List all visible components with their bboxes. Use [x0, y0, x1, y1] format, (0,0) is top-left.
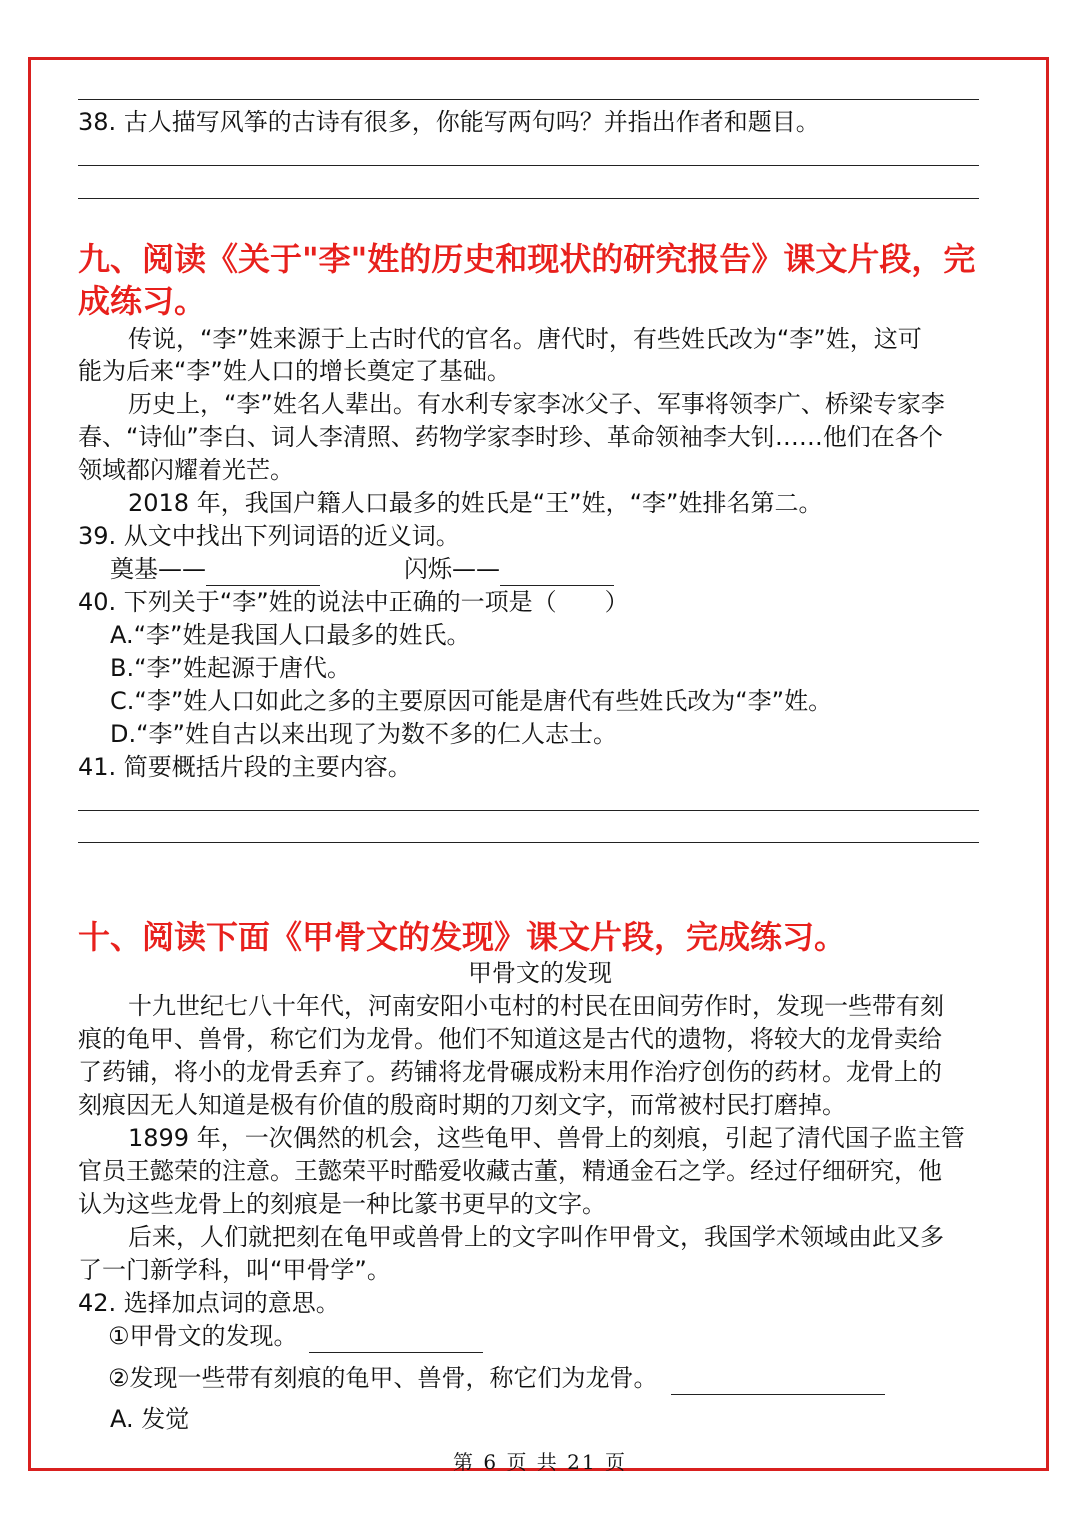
question-39: 39. 从文中找出下列词语的近义词。 [78, 522, 460, 550]
page-number: 第 6 页 共 21 页 [453, 1450, 627, 1474]
q42-item-1 [108, 1320, 483, 1353]
passage-line: 能为后来“李”姓人口的增长奠定了基础。 [78, 357, 511, 385]
q42-item-1-text: ①甲骨文的发现。 [108, 1322, 298, 1350]
passage-line: 了药铺，将小的龙骨丢弃了。药铺将龙骨碾成粉末用作治疗创伤的药材。龙骨上的 [78, 1058, 942, 1086]
passage-line: 痕的龟甲、兽骨，称它们为龙骨。他们不知道这是古代的遗物，将较大的龙骨卖给 [78, 1025, 942, 1053]
answer-line [78, 99, 979, 100]
passage-line: 十九世纪七八十年代，河南安阳小屯村的村民在田间劳作时，发现一些带有刻 [128, 992, 944, 1020]
question-38: 38. 古人描写风筝的古诗有很多，你能写两句吗？并指出作者和题目。 [78, 108, 820, 136]
passage-line: 春、“诗仙”李白、词人李清照、药物学家李时珍、革命领袖李大钊……他们在各个 [78, 423, 943, 451]
q42-item-2-text: ②发现一些带有刻痕的龟甲、兽骨，称它们为龙骨。 [108, 1364, 658, 1392]
answer-line [78, 810, 979, 811]
answer-blank[interactable] [206, 559, 320, 586]
section-9-heading-cont: 成练习。 [78, 282, 207, 320]
question-42: 42. 选择加点词的意思。 [78, 1289, 340, 1317]
option-c: C.“李”姓人口如此之多的主要原因可能是唐代有些姓氏改为“李”姓。 [110, 687, 833, 715]
synonym-word: 奠基—— [110, 555, 206, 583]
passage-line: 2018 年，我国户籍人口最多的姓氏是“王”姓，“李”姓排名第二。 [128, 489, 823, 517]
q42-item-2 [108, 1362, 885, 1395]
section-10-heading: 十、阅读下面《甲骨文的发现》课文片段，完成练习。 [78, 918, 847, 956]
section-9-heading: 九、阅读《关于"李"姓的历史和现状的研究报告》课文片段，完 [78, 240, 976, 278]
answer-line [78, 165, 979, 166]
answer-blank[interactable] [500, 559, 614, 586]
passage-line: 领域都闪耀着光芒。 [78, 456, 294, 484]
question-41: 41. 简要概括片段的主要内容。 [78, 753, 412, 781]
synonym-item-1 [110, 553, 320, 586]
answer-blank[interactable] [671, 1368, 885, 1395]
passage-line: 了一门新学科，叫“甲骨学”。 [78, 1256, 391, 1284]
q42-option-a: A. 发觉 [110, 1405, 190, 1433]
passage-line: 刻痕因无人知道是极有价值的殷商时期的刀刻文字，而常被村民打磨掉。 [78, 1091, 846, 1119]
passage-line: 历史上，“李”姓名人辈出。有水利专家李冰父子、军事将领李广、桥梁专家李 [128, 390, 945, 418]
answer-line [78, 842, 979, 843]
option-a: A.“李”姓是我国人口最多的姓氏。 [110, 621, 471, 649]
passage-line: 官员王懿荣的注意。王懿荣平时酷爱收藏古董，精通金石之学。经过仔细研究，他 [78, 1157, 942, 1185]
passage-title: 甲骨文的发现 [468, 959, 612, 987]
answer-blank[interactable] [309, 1326, 483, 1353]
passage-line: 后来，人们就把刻在龟甲或兽骨上的文字叫作甲骨文，我国学术领域由此又多 [128, 1223, 944, 1251]
passage-line: 1899 年，一次偶然的机会，这些龟甲、兽骨上的刻痕，引起了清代国子监主管 [128, 1124, 965, 1152]
answer-line [78, 198, 979, 199]
passage-line: 认为这些龙骨上的刻痕是一种比篆书更早的文字。 [78, 1190, 606, 1218]
option-b: B.“李”姓起源于唐代。 [110, 654, 351, 682]
synonym-word: 闪烁—— [404, 555, 500, 583]
option-d: D.“李”姓自古以来出现了为数不多的仁人志士。 [110, 720, 617, 748]
question-40: 40. 下列关于“李”姓的说法中正确的一项是（ ） [78, 588, 629, 616]
synonym-item-2 [404, 553, 614, 586]
passage-line: 传说，“李”姓来源于上古时代的官名。唐代时，有些姓氏改为“李”姓，这可 [128, 325, 922, 353]
